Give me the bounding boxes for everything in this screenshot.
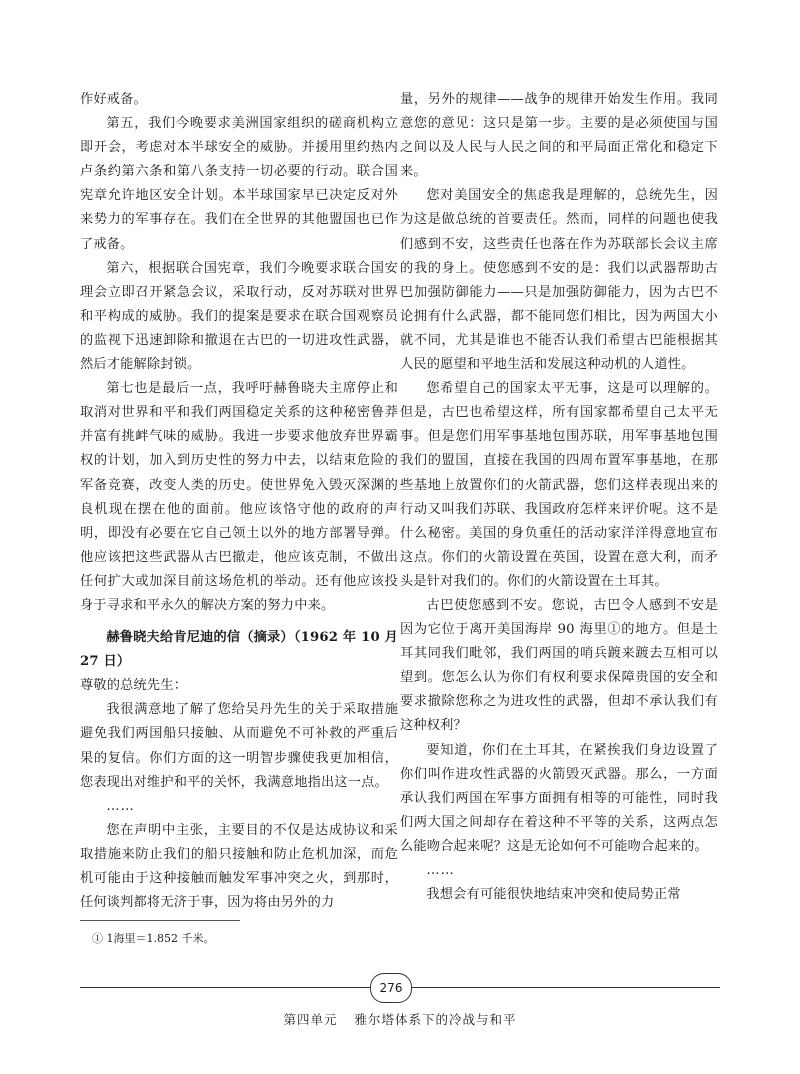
footnote: ① 1海里＝1.852 千米。 — [92, 932, 215, 945]
unit-label: 第四单元 — [283, 1012, 338, 1027]
unit-title: 雅尔塔体系下的冷战与和平 — [354, 1012, 517, 1027]
paragraph: 作好戒备。 — [80, 92, 147, 107]
salutation: 尊敬的总统先生： — [80, 678, 188, 694]
ellipsis: …… — [106, 798, 135, 814]
paragraph: 古巴使您感到不安。您说，古巴令人感到不安是因为它位于离开美国海岸 90 海里①的地方。但是土耳其同我们毗邻，我们两国的哨兵踱来踱去互相可以望到。您怎么认为你们有权利要求保障贵国的安全和要求撤除您称之为进攻性的武器，但却不承认我们有这种权利？ — [400, 597, 718, 734]
ellipsis: …… — [426, 863, 455, 878]
paragraph: 量，另外的规律——战争的规律开始发生作用。我同意您的意见：这只是第一步。主要的是必须使国与国之间以及人民与人民之间的和平局面正常化和稳定下来。 — [400, 92, 718, 180]
right-column — [400, 88, 718, 907]
paragraph: 您在声明中主张，主要目的不仅是达成协议和采取措施来防止我们的船只接触和防止危机加深，而危机可能由于这种接触而触发军事冲突之火，到那时，任何谈判都将无济于事，因为将由另外的力 — [80, 822, 398, 911]
left-column — [80, 88, 398, 915]
paragraph: 我想会有可能很快地结束冲突和使局势正常 — [426, 887, 681, 903]
footer-rule-right — [410, 987, 720, 988]
running-footer — [0, 1010, 800, 1028]
paragraph: 要知道，你们在土耳其，在紧挨我们身边设置了你们叫作进攻性武器的火箭毁灭武器。那么，一方面承认我们两国在军事方面拥有相等的可能性，同时我们两大国之间却存在着这种不平等的关系，这两点怎么能吻合起来呢？这是无论如何不可能吻合起来的。 — [400, 742, 718, 854]
section-heading: 赫鲁晓夫给肯尼迪的信（摘录）（1962 年 10 月 27 日） — [80, 630, 399, 670]
paragraph: 第七也是最后一点，我呼吁赫鲁晓夫主席停止和取消对世界和平和我们两国稳定关系的这种秘密鲁莽并富有挑衅气味的威胁。我进一步要求他放弃世界霸权的计划，加入到历史性的努力中去，以结束危险的军备竞赛，改变人类的历史。使世界免入毁灭深渊的良机现在摆在他的面前。他应该恪守他的政府的声明，即没有必要在它自己领土以外的地方部署导弹。他应该把这些武器从古巴撤走，他应该克制，不做出任何扩大或加深目前这场危机的举动。还有他应该投身于寻求和平永久的解决方案的努力中来。 — [80, 381, 398, 613]
paragraph: 我很满意地了解了您给吴丹先生的关于采取措施避免我们两国船只接触、从而避免不可补救的严重后果的复信。你们方面的这一明智步骤使我更加相信，您表现出对维护和平的关怀，我满意地指出这一点。 — [80, 702, 398, 790]
paragraph: 第五，我们今晚要求美洲国家组织的磋商机构立即开会，考虑对本半球安全的威胁。并援用里约热内卢条约第六条和第八条支持一切必要的行动。联合国宪章允许地区安全计划。本半球国家早已决定反对外来势力的军事存在。我们在全世界的其他盟国也已作了戒备。 — [80, 116, 398, 252]
footnote-divider — [80, 920, 240, 921]
paragraph: 第六，根据联合国宪章，我们今晚要求联合国安理会立即召开紧急会议，采取行动，反对苏联对世界和平构成的威胁。我们的提案是要求在联合国观察员的监视下迅速卸除和撤退在古巴的一切进攻性武器，然后才能解除封锁。 — [80, 260, 398, 373]
page-number: 276 — [370, 973, 412, 1003]
paragraph: 您希望自己的国家太平无事，这是可以理解的。但是，古巴也希望这样，所有国家都希望自己太平无事。但是您们用军事基地包围苏联，用军事基地包围我们的盟国，直接在我国的四周布置军事基地，在那些基地上放置你们的火箭武器，您们这样表现出来的行动又叫我们苏联、我国政府怎样来评价呢。这不是什么秘密。美国的身负重任的活动家洋洋得意地宣布这点。你们的火箭设置在英国，设置在意大利，而矛头是针对我们的。你们的火箭设置在土耳其。 — [400, 381, 718, 589]
footer-rule-left — [80, 987, 370, 988]
paragraph: 您对美国安全的焦虑我是理解的，总统先生，因为这是做总统的首要责任。然而，同样的问题也使我们感到不安，这些责任也落在作为苏联部长会议主席的我的身上。使您感到不安的是：我们以武器帮助古巴加强防御能力——只是加强防御能力，因为古巴不论拥有什么武器，都不能同您们相比，因为两国大小就不同，尤其是谁也不能否认我们希望古巴能根据其人民的愿望和平地生活和发展这种动机的人道性。 — [400, 188, 718, 373]
